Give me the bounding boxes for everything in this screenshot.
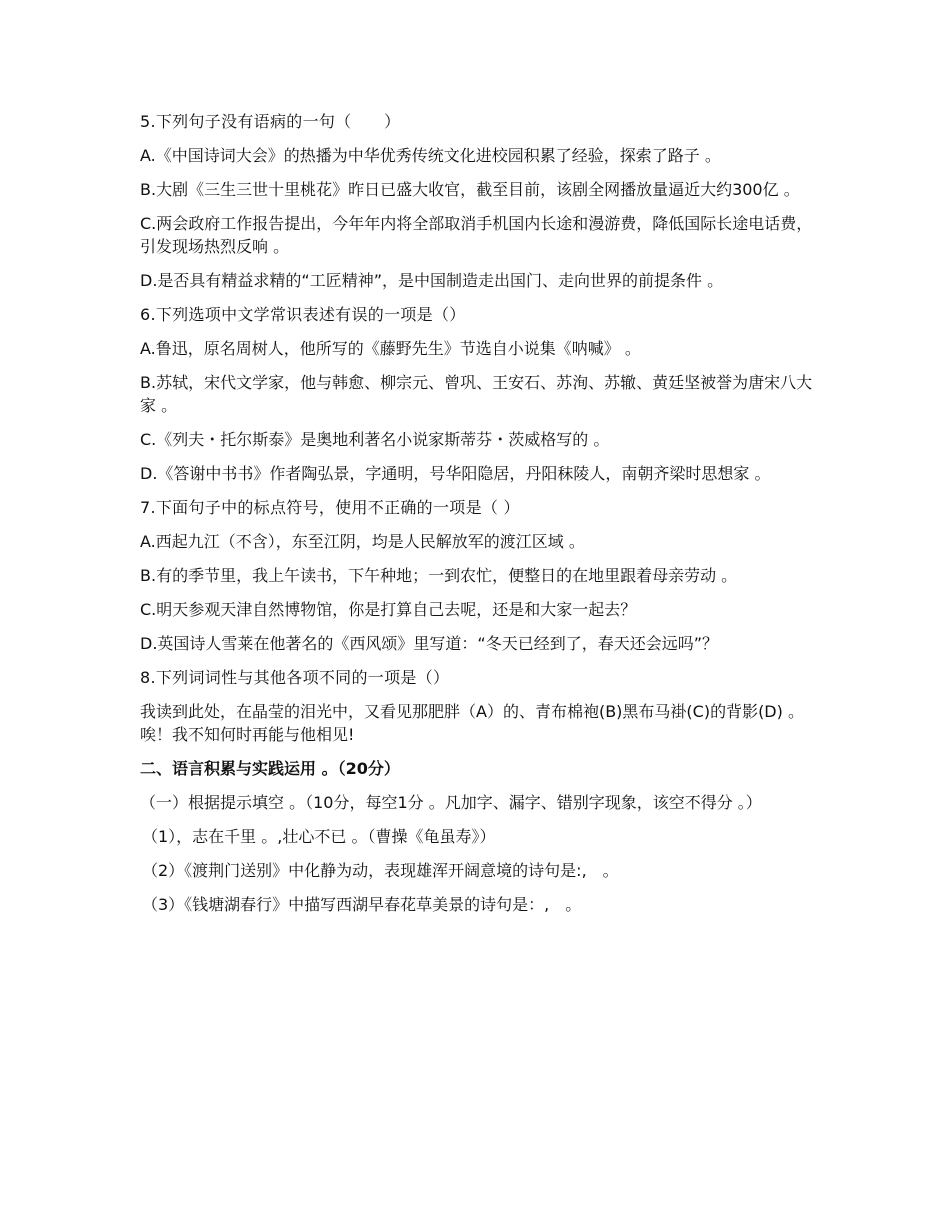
- q7-option-b: B.有的季节里，我上午读书，下午种地；一到农忙，便整日的在地里跟着母亲劳动 。: [140, 566, 738, 585]
- q7-option-a: A.西起九江（不含），东至江阴，均是人民解放军的渡江区域 。: [140, 532, 585, 551]
- q7-option-d: D.英国诗人雪莱在他著名的《西风颂》里写道：“冬天已经到了，春天还会远吗”？: [140, 634, 718, 653]
- q6-option-c: C.《列夫・托尔斯泰》是奥地利著名小说家斯蒂芬・茨威格写的 。: [140, 430, 610, 449]
- q6-stem: 6.下列选项中文学常识表述有误的一项是（）: [140, 305, 466, 324]
- q6-option-a: A.鲁迅，原名周树人，他所写的《藤野先生》节选自小说集《呐喊》 。: [140, 339, 641, 358]
- q5-option-d: D.是否具有精益求精的“工匠精神”，是中国制造走出国门、走向世界的前提条件 。: [140, 271, 724, 290]
- q8-passage: 我读到此处，在晶莹的泪光中，又看见那肥胖（A）的、青布棉袍(B)黑布马褂(C)的背影(D) 。唉！我不知何时再能与他相见!: [140, 702, 804, 744]
- q5-option-b: B.大剧《三生三世十里桃花》昨日已盛大收官，截至目前，该剧全网播放量逼近大约300亿 。: [140, 180, 800, 199]
- q7-stem: 7.下面句子中的标点符号，使用不正确的一项是（ ）: [140, 498, 520, 517]
- q5-stem: 5.下列句子没有语病的一句（ ）: [140, 112, 401, 131]
- q5-option-c: C.两会政府工作报告提出，今年年内将全部取消手机国内长途和漫游费，降低国际长途电话费，引发现场热烈反响 。: [140, 214, 813, 256]
- section2-sub1: （一）根据提示填空 。（10分，每空1分 。凡加字、漏字、错别字现象，该空不得分 。）: [140, 793, 762, 812]
- q6-option-b: B.苏轼，宋代文学家，他与韩愈、柳宗元、曾巩、王安石、苏洵、苏辙、黄廷坚被誉为唐宋八大家 。: [140, 373, 813, 415]
- fill-item-1: （1），志在千里 。,壮心不已 。（曹操《龟虽寿》）: [142, 827, 496, 846]
- fill-item-2: （2）《渡荆门送别》中化静为动，表现雄浑开阔意境的诗句是:, 。: [142, 861, 619, 880]
- section2-heading: 二、语言积累与实践运用 。（20分）: [140, 759, 400, 778]
- q8-stem: 8.下列词词性与其他各项不同的一项是（）: [140, 668, 450, 687]
- fill-item-3: （3）《钱塘湖春行》中描写西湖早春花草美景的诗句是：, 。: [142, 895, 582, 914]
- q7-option-c: C.明天参观天津自然博物馆，你是打算自己去呢，还是和大家一起去？: [140, 600, 637, 619]
- document-content: [140, 110, 815, 927]
- q5-option-a: A.《中国诗词大会》的热播为中华优秀传统文化进校园积累了经验，探索了路子 。: [140, 146, 721, 165]
- q6-option-d: D.《答谢中书书》作者陶弘景，字通明，号华阳隐居，丹阳秣陵人，南朝齐梁时思想家 。: [140, 464, 771, 483]
